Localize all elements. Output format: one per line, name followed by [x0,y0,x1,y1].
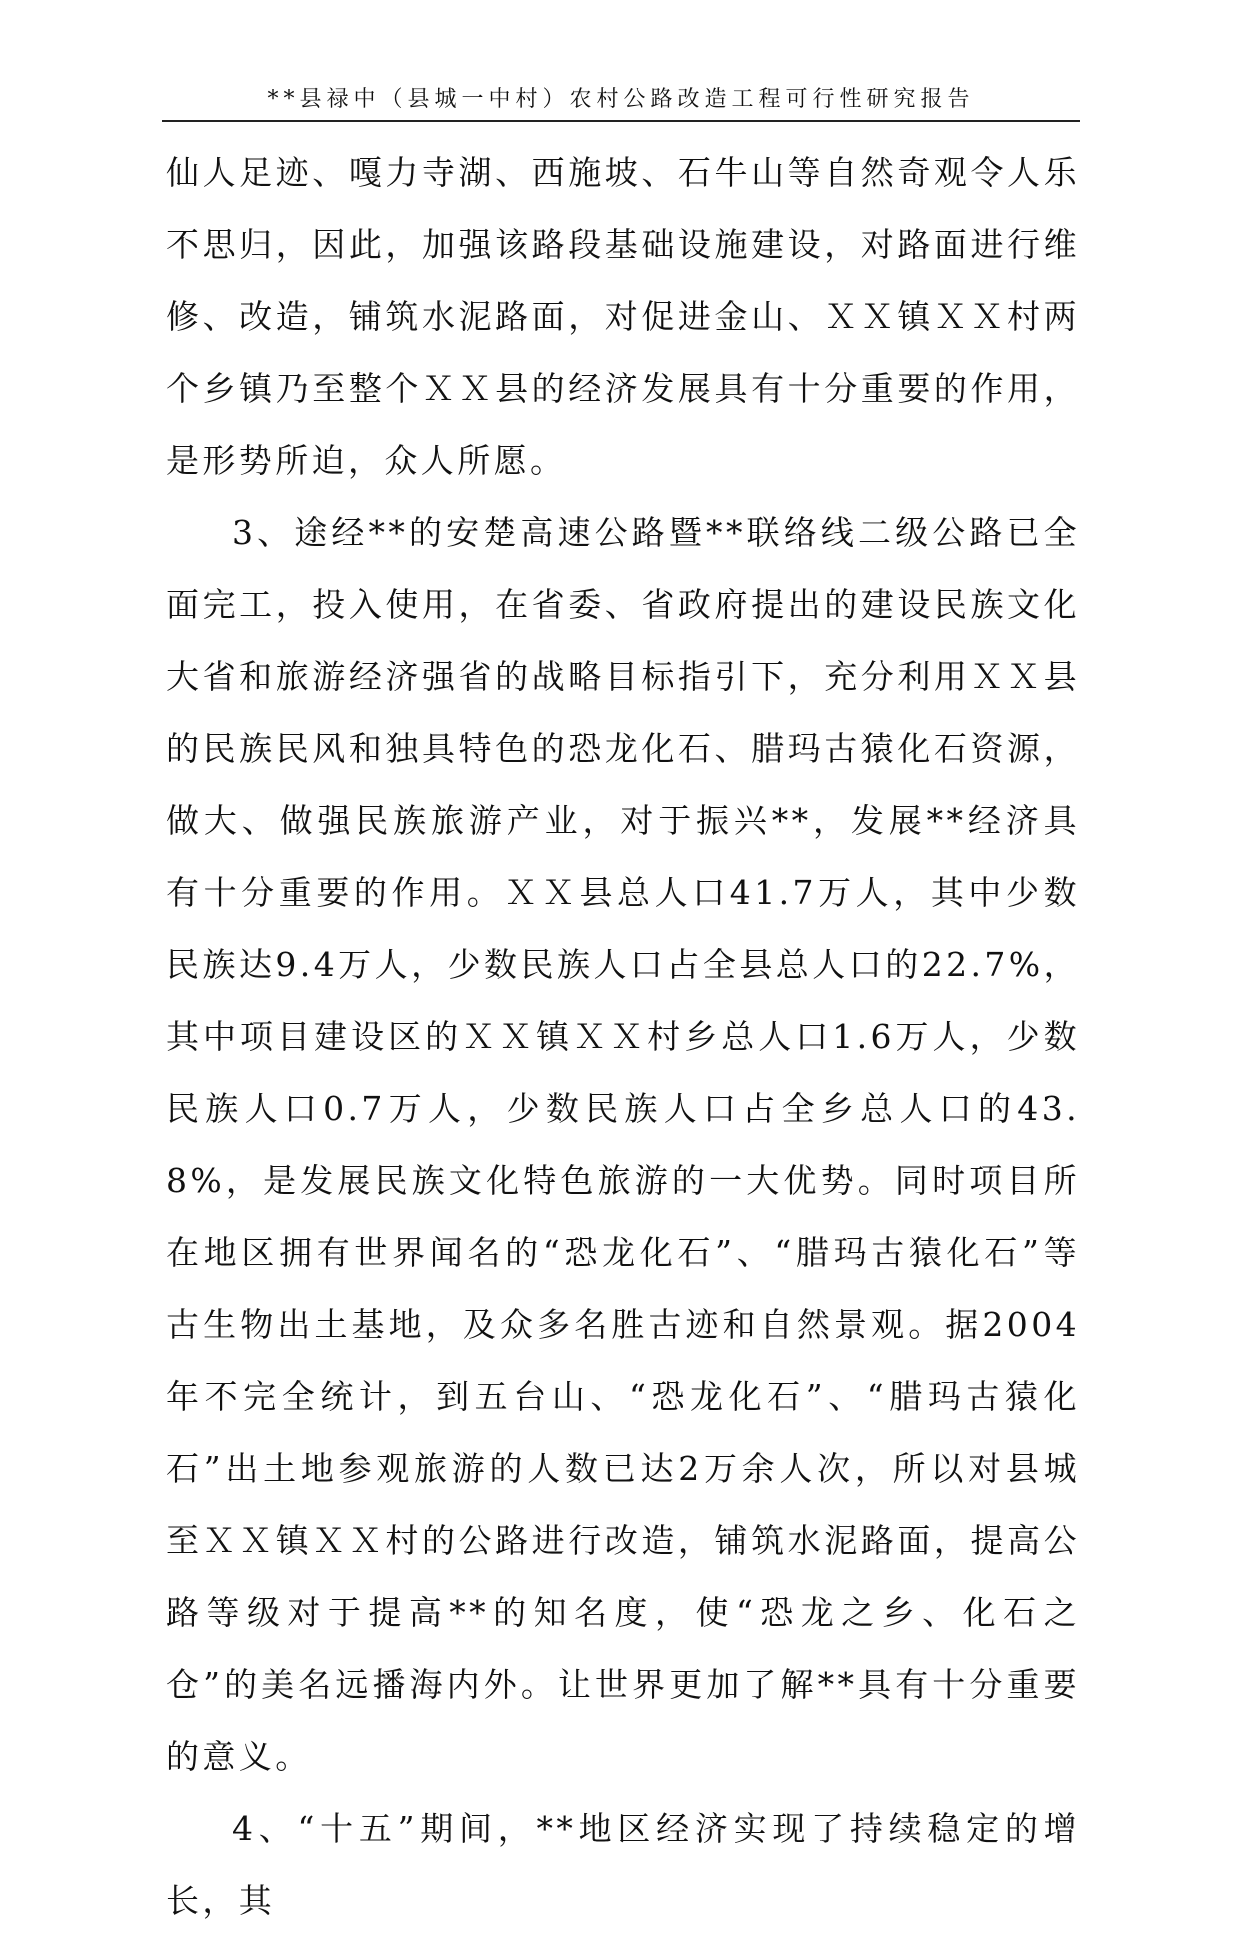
paragraph-item-3: 3、途经**的安楚高速公路暨**联络线二级公路已全面完工，投入使用，在省委、省政府提出的建设民族文化大省和旅游经济强省的战略目标指引下，充分利用ＸＸ县的民族民风和独具特色的恐龙化石、腊玛古猿化石资源，做大、做强民族旅游产业，对于振兴**，发展**经济具有十分重要的作用。ＸＸ县总人口41.7万人，其中少数民族达9.4万人，少数民族人口占全县总人口的22.7%，其中项目建设区的ＸＸ镇ＸＸ村乡总人口1.6万人，少数民族人口0.7万人，少数民族人口占全乡总人口的43.8%，是发展民族文化特色旅游的一大优势。同时项目所在地区拥有世界闻名的“恐龙化石”、“腊玛古猿化石”等古生物出土基地，及众多名胜古迹和自然景观。据2004年不完全统计，到五台山、“恐龙化石”、“腊玛古猿化石”出土地参观旅游的人数已达2万余人次，所以对县城至ＸＸ镇ＸＸ村的公路进行改造，铺筑水泥路面，提高公路等级对于提高**的知名度，使“恐龙之乡、化石之仓”的美名远播海内外。让世界更加了解**具有十分重要的意义。 [166,513,1080,1776]
paragraph-continued: 仙人足迹、嘎力寺湖、西施坡、石牛山等自然奇观令人乐不思归，因此，加强该路段基础设施建设，对路面进行维修、改造，铺筑水泥路面，对促进金山、ＸＸ镇ＸＸ村两个乡镇乃至整个ＸＸ县的经济发展具有十分重要的作用，是形势所迫，众人所愿。 [166,153,1080,480]
document-body [166,137,1080,1937]
page-header [162,84,1080,122]
report-title: **县禄中（县城一中村）农村公路改造工程可行性研究报告 [267,87,975,112]
paragraph-item-4: 4、“十五”期间，**地区经济实现了持续稳定的增长，其 [166,1809,1080,1920]
